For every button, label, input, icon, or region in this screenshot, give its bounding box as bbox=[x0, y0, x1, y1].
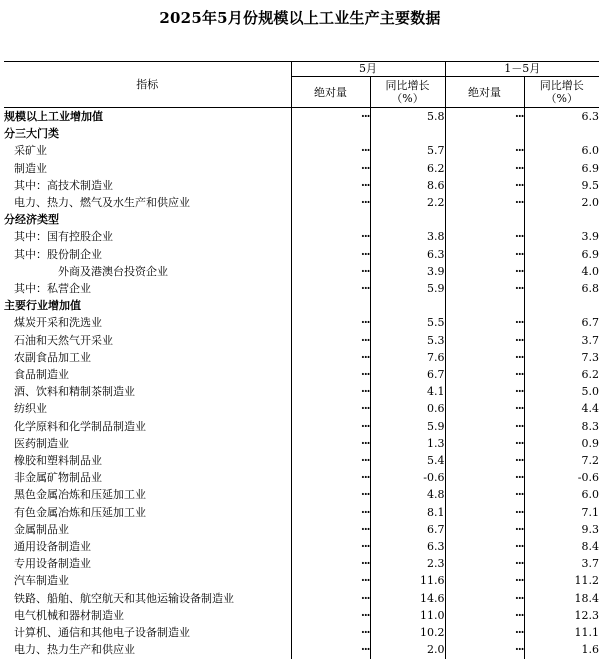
ellipsis-value: ··· bbox=[515, 488, 524, 502]
ellipsis-value: ··· bbox=[515, 591, 524, 605]
may-growth-cell: 2.2 bbox=[370, 194, 445, 211]
ellipsis-value: ··· bbox=[515, 522, 524, 536]
jan-may-absolute-cell bbox=[445, 538, 524, 555]
jan-may-growth-cell: 6.7 bbox=[581, 316, 599, 330]
row-label-cell bbox=[4, 590, 291, 607]
table-row bbox=[4, 332, 599, 349]
may-absolute-cell bbox=[291, 383, 370, 400]
row-label-cell bbox=[4, 332, 291, 349]
jan-may-growth-cell: 3.7 bbox=[581, 557, 599, 571]
ellipsis-value: ··· bbox=[361, 333, 370, 347]
row-label: 非金属矿物制品业 bbox=[14, 471, 102, 485]
row-label: 电气机械和器材制造业 bbox=[14, 608, 124, 622]
may-absolute-cell bbox=[291, 246, 370, 263]
page-title: 2025年5月份规模以上工业生产主要数据 bbox=[159, 9, 441, 27]
row-label-cell bbox=[4, 607, 291, 624]
ellipsis-value: ··· bbox=[515, 178, 524, 192]
may-absolute-cell bbox=[291, 280, 370, 297]
may-growth-cell bbox=[370, 211, 445, 228]
ellipsis-value: ··· bbox=[361, 454, 370, 468]
jan-may-growth-cell: 4.4 bbox=[581, 402, 599, 416]
ellipsis-value: ··· bbox=[361, 264, 370, 278]
jan-may-growth-cell: 11.1 bbox=[574, 626, 599, 640]
jan-may-growth-cell: 7.3 bbox=[581, 350, 599, 364]
ellipsis-value: ··· bbox=[361, 540, 370, 554]
jan-may-absolute-cell bbox=[445, 160, 524, 177]
ellipsis-value: ··· bbox=[515, 230, 524, 244]
ellipsis-value: ··· bbox=[515, 282, 524, 296]
table-row bbox=[4, 366, 599, 383]
growth-header-may bbox=[370, 77, 445, 108]
row-label-cell bbox=[4, 504, 291, 521]
row-label: 金属制品业 bbox=[14, 522, 69, 536]
may-growth-cell: 6.3 bbox=[370, 538, 445, 555]
jan-may-growth-cell: 7.1 bbox=[581, 505, 599, 519]
ellipsis-value: ··· bbox=[361, 626, 370, 640]
row-label-cell bbox=[4, 349, 291, 366]
row-label: 其中：高技术制造业 bbox=[14, 178, 113, 192]
industrial-production-table bbox=[4, 61, 599, 659]
ellipsis-value: ··· bbox=[361, 505, 370, 519]
ellipsis-value: ··· bbox=[361, 350, 370, 364]
may-growth-cell: 5.7 bbox=[370, 142, 445, 159]
table-row bbox=[4, 400, 599, 417]
jan-may-growth-cell: 12.3 bbox=[574, 608, 599, 622]
growth-header-jan-may bbox=[524, 77, 599, 108]
jan-may-growth-cell: 5.0 bbox=[581, 385, 599, 399]
table-row bbox=[4, 538, 599, 555]
row-label-cell bbox=[4, 211, 291, 228]
ellipsis-value: ··· bbox=[361, 110, 370, 123]
jan-may-absolute-cell bbox=[445, 211, 524, 228]
jan-may-growth-cell: 6.9 bbox=[581, 247, 599, 261]
row-label: 电力、热力、燃气及水生产和供应业 bbox=[14, 196, 190, 210]
table-body bbox=[4, 108, 599, 659]
may-absolute-cell bbox=[291, 641, 370, 658]
table-row bbox=[4, 142, 599, 159]
growth-header-label: 同比增长 bbox=[539, 79, 584, 92]
ellipsis-value: ··· bbox=[361, 230, 370, 244]
jan-may-absolute-cell bbox=[445, 572, 524, 589]
table-row bbox=[4, 383, 599, 400]
ellipsis-value: ··· bbox=[361, 557, 370, 571]
may-growth-cell: 6.2 bbox=[370, 160, 445, 177]
row-label-cell bbox=[4, 246, 291, 263]
jan-may-absolute-cell bbox=[445, 452, 524, 469]
row-label: 制造业 bbox=[14, 161, 47, 175]
row-label: 酒、饮料和精制茶制造业 bbox=[14, 385, 135, 399]
jan-may-growth-cell: 6.2 bbox=[581, 368, 599, 382]
row-label-cell bbox=[4, 469, 291, 486]
row-label-cell bbox=[4, 572, 291, 589]
jan-may-absolute-cell bbox=[445, 641, 524, 658]
row-label: 其中：国有控股企业 bbox=[14, 230, 113, 244]
row-label: 黑色金属冶炼和压延加工业 bbox=[14, 488, 146, 502]
jan-may-absolute-cell bbox=[445, 624, 524, 641]
table-row bbox=[4, 469, 599, 486]
table-row bbox=[4, 504, 599, 521]
table-row bbox=[4, 194, 599, 211]
row-label: 铁路、船舶、航空航天和其他运输设备制造业 bbox=[14, 591, 234, 605]
jan-may-absolute-cell bbox=[445, 246, 524, 263]
table-row bbox=[4, 486, 599, 503]
table-row bbox=[4, 160, 599, 177]
row-label: 规模以上工业增加值 bbox=[4, 110, 103, 123]
may-growth-cell: 8.1 bbox=[370, 504, 445, 521]
row-label-cell bbox=[4, 555, 291, 572]
may-absolute-cell bbox=[291, 538, 370, 555]
may-absolute-cell bbox=[291, 486, 370, 503]
row-label-cell bbox=[4, 297, 291, 314]
row-label-cell bbox=[4, 538, 291, 555]
ellipsis-value: ··· bbox=[361, 247, 370, 261]
ellipsis-value: ··· bbox=[361, 591, 370, 605]
jan-may-growth-cell: 3.9 bbox=[581, 230, 599, 244]
ellipsis-value: ··· bbox=[515, 247, 524, 261]
ellipsis-value: ··· bbox=[515, 540, 524, 554]
jan-may-absolute-cell bbox=[445, 504, 524, 521]
jan-may-growth-cell: 6.9 bbox=[581, 161, 599, 175]
row-label-cell bbox=[4, 452, 291, 469]
jan-may-absolute-cell bbox=[445, 469, 524, 486]
may-growth-cell bbox=[370, 125, 445, 142]
may-growth-cell: 0.6 bbox=[370, 400, 445, 417]
may-growth-cell: 2.0 bbox=[370, 641, 445, 658]
ellipsis-value: ··· bbox=[515, 557, 524, 571]
ellipsis-value: ··· bbox=[515, 436, 524, 450]
may-growth-cell: 1.3 bbox=[370, 435, 445, 452]
jan-may-growth-cell: -0.6 bbox=[577, 471, 599, 485]
ellipsis-value: ··· bbox=[361, 608, 370, 622]
table-row bbox=[4, 624, 599, 641]
ellipsis-value: ··· bbox=[515, 350, 524, 364]
may-growth-cell: 3.8 bbox=[370, 228, 445, 245]
period-header-may: 5月 bbox=[291, 62, 445, 77]
jan-may-absolute-cell bbox=[445, 108, 524, 126]
absolute-header-jan-may: 绝对量 bbox=[445, 77, 524, 108]
ellipsis-value: ··· bbox=[515, 643, 524, 657]
may-growth-cell: 10.2 bbox=[370, 624, 445, 641]
growth-header-label: 同比增长 bbox=[385, 79, 430, 92]
row-label-cell bbox=[4, 280, 291, 297]
ellipsis-value: ··· bbox=[361, 368, 370, 382]
jan-may-absolute-cell bbox=[445, 521, 524, 538]
jan-may-absolute-cell bbox=[445, 177, 524, 194]
may-absolute-cell bbox=[291, 332, 370, 349]
table-row bbox=[4, 452, 599, 469]
row-label: 计算机、通信和其他电子设备制造业 bbox=[14, 626, 190, 640]
may-absolute-cell bbox=[291, 400, 370, 417]
jan-may-growth-cell: 0.9 bbox=[581, 436, 599, 450]
row-label: 煤炭开采和洗选业 bbox=[14, 316, 102, 330]
ellipsis-value: ··· bbox=[515, 144, 524, 158]
may-growth-cell: 5.9 bbox=[370, 280, 445, 297]
may-absolute-cell bbox=[291, 263, 370, 280]
may-growth-cell: 5.8 bbox=[370, 108, 445, 126]
may-growth-cell: 11.0 bbox=[370, 607, 445, 624]
row-label: 医药制造业 bbox=[14, 436, 69, 450]
jan-may-growth-cell bbox=[524, 125, 599, 142]
row-label: 其中：股份制企业 bbox=[14, 247, 102, 261]
jan-may-growth-cell bbox=[524, 211, 599, 228]
period-header-jan-may: 1－5月 bbox=[445, 62, 599, 77]
ellipsis-value: ··· bbox=[515, 385, 524, 399]
may-absolute-cell bbox=[291, 521, 370, 538]
row-label: 有色金属冶炼和压延加工业 bbox=[14, 505, 146, 519]
may-growth-cell: 5.5 bbox=[370, 314, 445, 331]
row-label: 分三大门类 bbox=[4, 127, 59, 141]
growth-header-unit: （%） bbox=[391, 92, 424, 105]
jan-may-absolute-cell bbox=[445, 125, 524, 142]
row-label: 农副食品加工业 bbox=[14, 350, 91, 364]
row-label-cell bbox=[4, 486, 291, 503]
table-row bbox=[4, 228, 599, 245]
row-label-cell bbox=[4, 400, 291, 417]
row-label: 化学原料和化学制品制造业 bbox=[14, 419, 146, 433]
row-label: 汽车制造业 bbox=[14, 574, 69, 588]
jan-may-absolute-cell bbox=[445, 590, 524, 607]
may-absolute-cell bbox=[291, 314, 370, 331]
table-row bbox=[4, 555, 599, 572]
ellipsis-value: ··· bbox=[361, 316, 370, 330]
may-growth-cell: -0.6 bbox=[370, 469, 445, 486]
may-growth-cell: 4.8 bbox=[370, 486, 445, 503]
row-label: 主要行业增加值 bbox=[4, 299, 81, 313]
growth-header-unit: （%） bbox=[545, 92, 578, 105]
row-label-cell bbox=[4, 125, 291, 142]
may-absolute-cell bbox=[291, 418, 370, 435]
ellipsis-value: ··· bbox=[361, 161, 370, 175]
jan-may-absolute-cell bbox=[445, 400, 524, 417]
may-growth-cell: 6.7 bbox=[370, 521, 445, 538]
jan-may-absolute-cell bbox=[445, 194, 524, 211]
table-row bbox=[4, 607, 599, 624]
ellipsis-value: ··· bbox=[515, 161, 524, 175]
may-absolute-cell bbox=[291, 228, 370, 245]
jan-may-growth-cell: 9.3 bbox=[581, 522, 599, 536]
ellipsis-value: ··· bbox=[361, 419, 370, 433]
row-label-cell bbox=[4, 366, 291, 383]
may-growth-cell: 5.3 bbox=[370, 332, 445, 349]
may-growth-cell: 6.7 bbox=[370, 366, 445, 383]
jan-may-growth-cell: 6.0 bbox=[581, 144, 599, 158]
row-label-cell bbox=[4, 383, 291, 400]
may-growth-cell: 14.6 bbox=[370, 590, 445, 607]
jan-may-absolute-cell bbox=[445, 435, 524, 452]
row-label: 食品制造业 bbox=[14, 368, 69, 382]
ellipsis-value: ··· bbox=[515, 316, 524, 330]
row-label: 纺织业 bbox=[14, 402, 47, 416]
jan-may-growth-cell: 1.6 bbox=[581, 643, 599, 657]
ellipsis-value: ··· bbox=[361, 488, 370, 502]
jan-may-absolute-cell bbox=[445, 297, 524, 314]
jan-may-absolute-cell bbox=[445, 263, 524, 280]
table-row bbox=[4, 211, 599, 228]
ellipsis-value: ··· bbox=[361, 385, 370, 399]
row-label: 石油和天然气开采业 bbox=[14, 333, 113, 347]
row-label-cell bbox=[4, 314, 291, 331]
may-absolute-cell bbox=[291, 366, 370, 383]
row-label: 电力、热力生产和供应业 bbox=[14, 643, 135, 657]
ellipsis-value: ··· bbox=[515, 264, 524, 278]
table-row bbox=[4, 435, 599, 452]
jan-may-absolute-cell bbox=[445, 314, 524, 331]
row-label: 采矿业 bbox=[14, 144, 47, 158]
may-growth-cell: 11.6 bbox=[370, 572, 445, 589]
ellipsis-value: ··· bbox=[361, 178, 370, 192]
table-row bbox=[4, 641, 599, 658]
table-row bbox=[4, 521, 599, 538]
ellipsis-value: ··· bbox=[361, 282, 370, 296]
row-label: 橡胶和塑料制品业 bbox=[14, 454, 102, 468]
jan-may-growth-cell: 2.0 bbox=[581, 196, 599, 210]
may-growth-cell: 5.9 bbox=[370, 418, 445, 435]
may-absolute-cell bbox=[291, 125, 370, 142]
ellipsis-value: ··· bbox=[361, 643, 370, 657]
jan-may-absolute-cell bbox=[445, 418, 524, 435]
table-row bbox=[4, 297, 599, 314]
jan-may-absolute-cell bbox=[445, 280, 524, 297]
indicator-header: 指标 bbox=[4, 62, 291, 108]
ellipsis-value: ··· bbox=[515, 368, 524, 382]
ellipsis-value: ··· bbox=[515, 505, 524, 519]
jan-may-growth-cell: 11.2 bbox=[574, 574, 599, 588]
table-row bbox=[4, 590, 599, 607]
table-row bbox=[4, 263, 599, 280]
may-growth-cell: 3.9 bbox=[370, 263, 445, 280]
jan-may-absolute-cell bbox=[445, 607, 524, 624]
row-label-cell bbox=[4, 177, 291, 194]
may-growth-cell: 5.4 bbox=[370, 452, 445, 469]
jan-may-absolute-cell bbox=[445, 383, 524, 400]
may-absolute-cell bbox=[291, 572, 370, 589]
may-absolute-cell bbox=[291, 624, 370, 641]
jan-may-growth-cell: 6.0 bbox=[581, 488, 599, 502]
jan-may-absolute-cell bbox=[445, 486, 524, 503]
ellipsis-value: ··· bbox=[361, 402, 370, 416]
jan-may-growth-cell: 9.5 bbox=[581, 178, 599, 192]
may-growth-cell: 8.6 bbox=[370, 177, 445, 194]
may-growth-cell: 4.1 bbox=[370, 383, 445, 400]
row-label-cell bbox=[4, 228, 291, 245]
jan-may-absolute-cell bbox=[445, 349, 524, 366]
ellipsis-value: ··· bbox=[361, 574, 370, 588]
row-label: 外商及港澳台投资企业 bbox=[58, 264, 168, 278]
may-absolute-cell bbox=[291, 590, 370, 607]
table-row bbox=[4, 572, 599, 589]
jan-may-absolute-cell bbox=[445, 555, 524, 572]
jan-may-growth-cell bbox=[524, 297, 599, 314]
may-absolute-cell bbox=[291, 504, 370, 521]
row-label-cell bbox=[4, 160, 291, 177]
jan-may-growth-cell: 18.4 bbox=[574, 591, 599, 605]
jan-may-growth-cell: 6.3 bbox=[581, 110, 599, 123]
may-absolute-cell bbox=[291, 160, 370, 177]
row-label-cell bbox=[4, 641, 291, 658]
ellipsis-value: ··· bbox=[361, 471, 370, 485]
may-absolute-cell bbox=[291, 108, 370, 126]
may-absolute-cell bbox=[291, 349, 370, 366]
jan-may-absolute-cell bbox=[445, 332, 524, 349]
row-label: 专用设备制造业 bbox=[14, 557, 91, 571]
table-row bbox=[4, 246, 599, 263]
row-label: 通用设备制造业 bbox=[14, 540, 91, 554]
table-row bbox=[4, 314, 599, 331]
ellipsis-value: ··· bbox=[515, 626, 524, 640]
ellipsis-value: ··· bbox=[515, 196, 524, 210]
may-growth-cell bbox=[370, 297, 445, 314]
header-row-periods bbox=[4, 62, 599, 77]
jan-may-growth-cell: 8.4 bbox=[581, 540, 599, 554]
may-absolute-cell bbox=[291, 452, 370, 469]
jan-may-absolute-cell bbox=[445, 366, 524, 383]
may-absolute-cell bbox=[291, 435, 370, 452]
may-absolute-cell bbox=[291, 194, 370, 211]
ellipsis-value: ··· bbox=[515, 608, 524, 622]
row-label-cell bbox=[4, 418, 291, 435]
ellipsis-value: ··· bbox=[361, 522, 370, 536]
may-absolute-cell bbox=[291, 607, 370, 624]
ellipsis-value: ··· bbox=[361, 196, 370, 210]
ellipsis-value: ··· bbox=[515, 471, 524, 485]
ellipsis-value: ··· bbox=[515, 454, 524, 468]
may-absolute-cell bbox=[291, 177, 370, 194]
ellipsis-value: ··· bbox=[361, 436, 370, 450]
ellipsis-value: ··· bbox=[515, 574, 524, 588]
ellipsis-value: ··· bbox=[515, 110, 524, 123]
row-label-cell bbox=[4, 521, 291, 538]
may-absolute-cell bbox=[291, 469, 370, 486]
table-row bbox=[4, 349, 599, 366]
absolute-header-may: 绝对量 bbox=[291, 77, 370, 108]
table-row bbox=[4, 125, 599, 142]
row-label-cell bbox=[4, 142, 291, 159]
ellipsis-value: ··· bbox=[515, 419, 524, 433]
table-row bbox=[4, 418, 599, 435]
may-growth-cell: 6.3 bbox=[370, 246, 445, 263]
table-row bbox=[4, 280, 599, 297]
jan-may-growth-cell: 7.2 bbox=[581, 454, 599, 468]
row-label-cell bbox=[4, 263, 291, 280]
row-label: 分经济类型 bbox=[4, 213, 59, 227]
jan-may-growth-cell: 8.3 bbox=[581, 419, 599, 433]
row-label-cell bbox=[4, 108, 291, 126]
may-absolute-cell bbox=[291, 211, 370, 228]
table-row bbox=[4, 108, 599, 126]
jan-may-absolute-cell bbox=[445, 228, 524, 245]
may-absolute-cell bbox=[291, 555, 370, 572]
table-row bbox=[4, 177, 599, 194]
row-label-cell bbox=[4, 435, 291, 452]
ellipsis-value: ··· bbox=[361, 144, 370, 158]
jan-may-growth-cell: 3.7 bbox=[581, 333, 599, 347]
may-growth-cell: 2.3 bbox=[370, 555, 445, 572]
may-absolute-cell bbox=[291, 297, 370, 314]
row-label-cell bbox=[4, 624, 291, 641]
jan-may-absolute-cell bbox=[445, 142, 524, 159]
ellipsis-value: ··· bbox=[515, 402, 524, 416]
may-absolute-cell bbox=[291, 142, 370, 159]
jan-may-growth-cell: 4.0 bbox=[581, 264, 599, 278]
may-growth-cell: 7.6 bbox=[370, 349, 445, 366]
row-label-cell bbox=[4, 194, 291, 211]
jan-may-growth-cell: 6.8 bbox=[581, 282, 599, 296]
row-label: 其中：私营企业 bbox=[14, 282, 91, 296]
ellipsis-value: ··· bbox=[515, 333, 524, 347]
